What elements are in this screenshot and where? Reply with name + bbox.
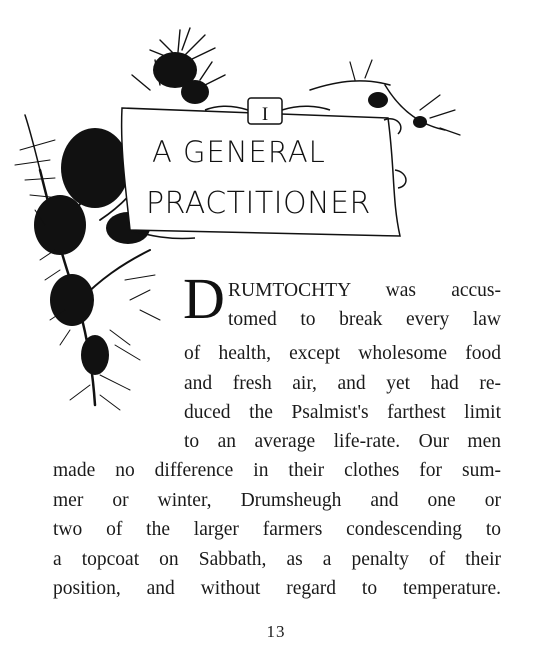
text-line: mer or winter, Drumsheugh and one or — [53, 490, 501, 511]
page-number: 13 — [266, 622, 286, 641]
text-line: to an average life-rate. Our men — [184, 431, 501, 452]
text-line: a topcoat on Sabbath, as a penalty of their — [53, 549, 501, 570]
chapter-title-line-1: A GENERAL — [152, 135, 326, 169]
text-line: position, and without regard to temperature. — [53, 578, 501, 599]
text-line: tomed to break every law — [228, 309, 501, 330]
chapter-title-line-2: PRACTITIONER — [146, 186, 371, 221]
text-line: and fresh air, and yet had re- — [184, 373, 501, 394]
text-line: made no difference in their clothes for sum- — [53, 460, 501, 481]
chapter-numeral: I — [261, 104, 269, 125]
drop-cap: D — [183, 266, 225, 331]
text-line: two of the larger farmers condescending to — [53, 519, 501, 540]
text-line: duced the Psalmist's farthest limit — [184, 402, 501, 423]
text-line: RUMTOCHTY was accus- — [228, 280, 501, 301]
text-line: of health, except wholesome food — [184, 343, 501, 364]
